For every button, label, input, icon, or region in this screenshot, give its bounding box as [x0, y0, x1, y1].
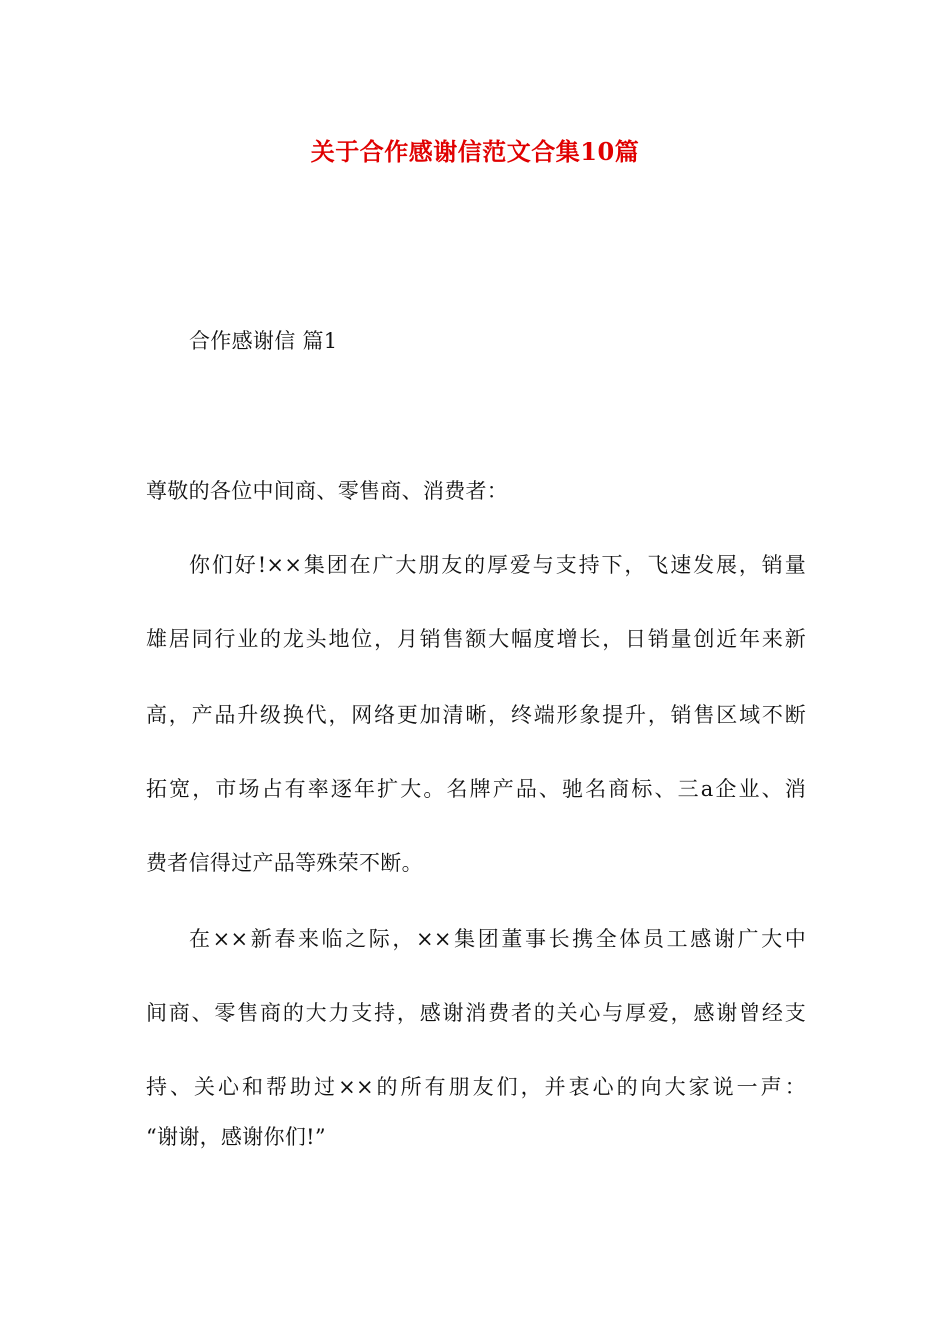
paragraph-2-line-4: “谢谢，感谢你们!”: [146, 1125, 326, 1149]
paragraph-1-line-5: 费者信得过产品等殊荣不断。: [146, 851, 423, 875]
salutation: 尊敬的各位中间商、零售商、消费者：: [146, 479, 509, 503]
paragraph-2-line-2: 间商、零售商的大力支持，感谢消费者的关心与厚爱，感谢曾经支: [146, 1001, 806, 1025]
paragraph-2-line-3: 持、关心和帮助过××的所有朋友们，并衷心的向大家说一声：: [146, 1075, 806, 1099]
paragraph-1-line-3: 高，产品升级换代，网络更加清晰，终端形象提升，销售区域不断: [146, 703, 806, 727]
document-title: 关于合作感谢信范文合集10篇: [310, 137, 640, 166]
paragraph-1-line-2: 雄居同行业的龙头地位，月销售额大幅度增长，日销量创近年来新: [146, 627, 806, 651]
paragraph-2-line-1: 在××新春来临之际，××集团董事长携全体员工感谢广大中: [189, 927, 806, 951]
paragraph-1-line-1: 你们好!××集团在广大朋友的厚爱与支持下，飞速发展，销量: [189, 553, 806, 577]
section-heading: 合作感谢信 篇1: [189, 329, 338, 353]
paragraph-1-line-4: 拓宽，市场占有率逐年扩大。名牌产品、驰名商标、三a企业、消: [146, 777, 806, 801]
